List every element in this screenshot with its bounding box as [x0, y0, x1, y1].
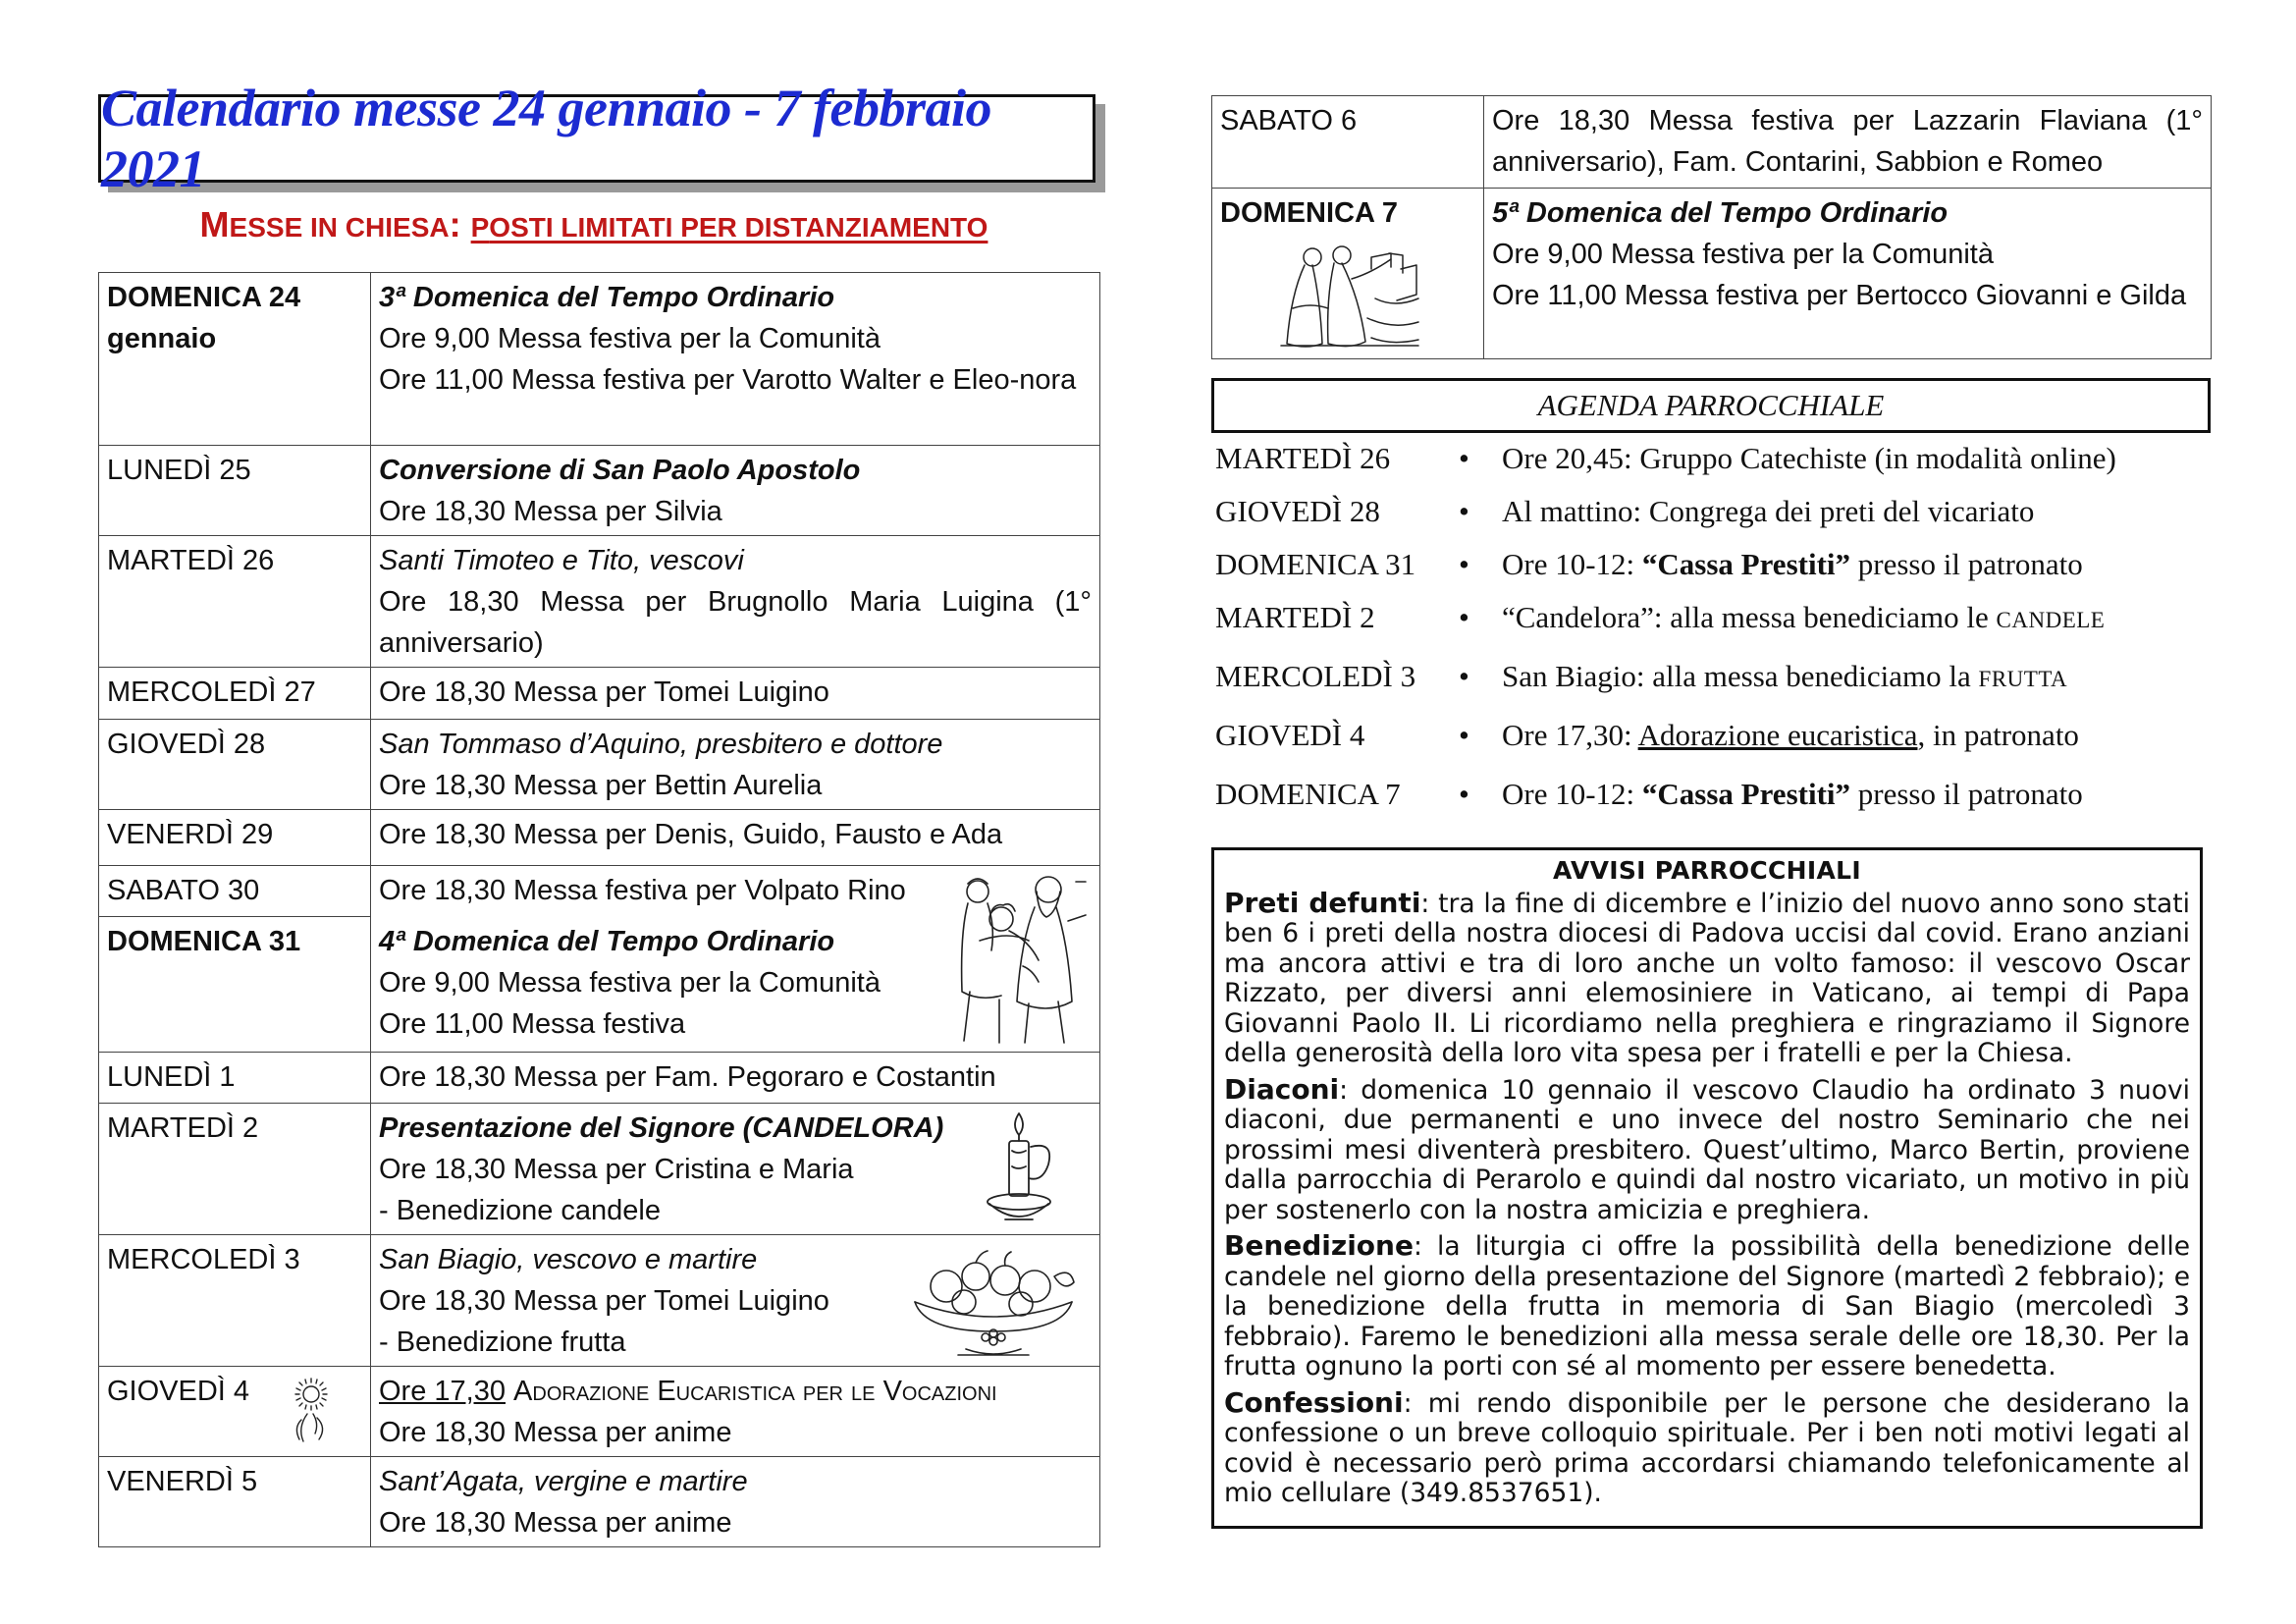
blessing-line: - Benedizione candele — [379, 1195, 661, 1226]
table-row — [99, 273, 1100, 446]
table-row — [99, 446, 1100, 536]
mass-line: Ore 18,30 Messa festiva per Lazzarin Flaviana (1° anniversario), Fam. Contarini, Sabbion e Romeo — [1492, 105, 2203, 178]
feast-title: 3ª Domenica del Tempo Ordinario — [379, 282, 835, 313]
fruit-bowl-icon — [907, 1247, 1080, 1359]
adoration-title: Adorazione Eucaristica per le Vocazioni — [513, 1376, 997, 1407]
feast-title: 4ª Domenica del Tempo Ordinario — [379, 925, 835, 957]
feast-title: San Biagio, vescovo e martire — [379, 1244, 758, 1275]
day-cell: DOMENICA 24 gennaio — [99, 273, 371, 446]
notice-paragraph: Preti defunti: tra la fine di dicembre e l’inizio del nuovo anno sono stati ben 6 i preti della nostra diocesi di Padova uccisi dal covid. Erano anziani ma ancora attivi e tra di loro anche un volto famoso: il vescovo Oscar Rizzato, per diversi anni elemosiniere in Vaticano, ai tempi di Papa Giovanni Paolo II. Li ricordiamo nella preghiera e ringraziamo il Signore della generosità della loro vita spesa per i fratelli e per la Chiesa. — [1224, 886, 2190, 1068]
detail-cell — [371, 668, 1100, 720]
mass-line: Ore 18,30 Messa per anime — [379, 1417, 732, 1448]
agenda-day: DOMENICA 31 — [1215, 547, 1416, 581]
day-cell: DOMENICA 31 — [99, 917, 371, 1053]
table-row — [99, 720, 1100, 810]
blessing-line: - Benedizione frutta — [379, 1326, 626, 1358]
table-row — [99, 1457, 1100, 1547]
bullet-icon: • — [1459, 659, 1469, 693]
feast-title: Santi Timoteo e Tito, vescovi — [379, 545, 744, 576]
table-row — [99, 536, 1100, 668]
mass-line: Ore 18,30 Messa per Silvia — [379, 496, 722, 527]
agenda-text: Ore 20,45: Gruppo Catechiste (in modalità online) — [1502, 441, 2116, 475]
agenda-day: MARTEDÌ 2 — [1215, 600, 1375, 634]
bullet-icon: • — [1459, 494, 1469, 528]
bullet-icon: • — [1459, 777, 1469, 811]
agenda-day: MARTEDÌ 26 — [1215, 441, 1391, 475]
parish-notices-box — [1211, 847, 2203, 1529]
agenda-text: Ore 10-12: “Cassa Prestiti” presso il patronato — [1502, 547, 2083, 581]
feast-title: 5ª Domenica del Tempo Ordinario — [1492, 197, 1949, 229]
mass-line: Ore 11,00 Messa festiva per Varotto Walter e Eleo-nora — [379, 364, 1077, 396]
agenda-day: GIOVEDÌ 4 — [1215, 718, 1365, 752]
mass-line: Ore 11,00 Messa festiva — [379, 1007, 686, 1040]
agenda-day: MERCOLEDÌ 3 — [1215, 659, 1416, 693]
mass-line: Ore 9,00 Messa festiva per la Comunità — [1492, 239, 1994, 270]
detail-cell — [1484, 189, 2212, 359]
table-row — [99, 1104, 1100, 1235]
mass-line: Ore 9,00 Messa festiva per la Comunità — [379, 966, 881, 999]
detail-cell — [371, 1457, 1100, 1547]
detail-cell — [371, 446, 1100, 536]
bullet-icon: • — [1459, 441, 1469, 475]
page-title: Calendario messe 24 gennaio - 7 febbraio 2021 — [101, 79, 991, 198]
day-cell: MERCOLEDÌ 3 — [99, 1235, 371, 1367]
agenda-title: AGENDA PARROCCHIALE — [1211, 378, 2211, 433]
notice-label: Benedizione — [1224, 1229, 1414, 1262]
agenda-day: GIOVEDÌ 28 — [1215, 494, 1380, 528]
agenda-item — [1215, 494, 2209, 537]
detail-cell — [371, 1367, 1100, 1457]
mass-line: Ore 18,30 Messa per Bettin Aurelia — [379, 770, 823, 801]
masses-subheading: MESSE IN CHIESA: POSTI LIMITATI PER DISTANZIAMENTO — [199, 204, 988, 244]
candle-icon — [980, 1108, 1062, 1229]
feast-title: Presentazione del Signore (CANDELORA) — [379, 1112, 944, 1144]
feast-title: Conversione di San Paolo Apostolo — [379, 455, 861, 486]
subheading-limited-seats: POSTI LIMITATI PER DISTANZIAMENTO — [470, 212, 988, 243]
detail-cell — [371, 1104, 1100, 1235]
mass-schedule-table-left — [98, 272, 1100, 1547]
disciples-illustration — [1273, 240, 1420, 353]
notice-label: Preti defunti — [1224, 886, 1421, 919]
title-box — [98, 79, 1095, 198]
bullet-icon: • — [1459, 547, 1469, 581]
mass-line: Ore 11,00 Messa festiva per Bertocco Giovanni e Gilda — [1492, 280, 2187, 311]
mass-line: Ore 18,30 Messa per Tomei Luigino — [379, 677, 829, 708]
table-row — [1212, 189, 2212, 359]
table-row — [99, 917, 1100, 1053]
notice-paragraph: Diaconi: domenica 10 gennaio il vescovo Claudio ha ordinato 3 nuovi diaconi, due permanenti e uno invece del nostro Seminario che nei prossimi mesi diventerà presbitero. Quest’ultimo, Marco Bertin, proviene dalla parrocchia di Perarolo e quindi dal nostro vicariato, un motivo in più per sostenerlo con la nostra amicizia e preghiera. — [1224, 1072, 2190, 1225]
mass-line: Ore 18,30 Messa per Cristina e Maria — [379, 1154, 854, 1185]
detail-cell — [371, 917, 1100, 1053]
agenda-text: San Biagio: alla messa benediciamo la FRUTTA — [1502, 659, 2068, 693]
day-cell: DOMENICA 7 — [1212, 189, 1484, 359]
notice-paragraph: Benedizione: la liturgia ci offre la possibilità della benedizione delle candele nel giorno della presentazione del Signore (martedì 2 febbraio); e la benedizione della frutta in memoria di San Biagio (mercoledì 3 febbraio). Faremo le benedizioni alla messa serale delle ore 18,30. Per la frutta ognuno la porti con sé al momento per essere benedetta. — [1224, 1229, 2190, 1381]
agenda-text: “Candelora”: alla messa benediciamo le CANDELE — [1502, 600, 2106, 634]
day-cell: MARTEDÌ 2 — [99, 1104, 371, 1235]
agenda-item — [1215, 659, 2209, 702]
monstrance-icon — [288, 1375, 335, 1445]
agenda-item — [1215, 441, 2209, 484]
bullet-icon: • — [1459, 600, 1469, 634]
agenda-item — [1215, 547, 2209, 590]
agenda-item — [1215, 600, 2209, 643]
detail-cell — [371, 536, 1100, 668]
detail-cell — [371, 720, 1100, 810]
day-cell: SABATO 6 — [1212, 96, 1484, 189]
table-row — [99, 810, 1100, 866]
mass-schedule-table-right — [1211, 95, 2212, 359]
table-row — [1212, 96, 2212, 189]
day-cell: SABATO 30 — [99, 866, 371, 917]
agenda-text: Ore 10-12: “Cassa Prestiti” presso il patronato — [1502, 777, 2083, 811]
day-cell: GIOVEDÌ 28 — [99, 720, 371, 810]
mass-line: Ore 18,30 Messa per Tomei Luigino — [379, 1285, 829, 1317]
notice-label: Confessioni — [1224, 1385, 1404, 1419]
notice-paragraph: Confessioni: mi rendo disponibile per le persone che desiderano la confessione o un breve colloquio spirituale. Per i ben noti motivi legati al covid è necessario però prima accordarsi chiamando telefonicamente al mio cellulare (349.8537651). — [1224, 1385, 2190, 1508]
mass-line: Ore 9,00 Messa festiva per la Comunità — [379, 323, 881, 354]
day-cell: LUNEDÌ 25 — [99, 446, 371, 536]
day-cell: VENERDÌ 29 — [99, 810, 371, 866]
mass-line: Ore 18,30 Messa per Denis, Guido, Fausto e Ada — [379, 819, 1003, 850]
agenda-day: DOMENICA 7 — [1215, 777, 1401, 811]
saints-group-illustration — [940, 862, 1088, 1047]
subheading-masses: MESSE IN CHIESA — [199, 204, 450, 244]
table-row — [99, 1367, 1100, 1457]
mass-line: Ore 18,30 Messa festiva per Volpato Rino — [379, 875, 906, 906]
table-row — [99, 1235, 1100, 1367]
day-cell: MARTEDÌ 26 — [99, 536, 371, 668]
agenda-text: Ore 17,30: Adorazione eucaristica, in patronato — [1502, 718, 2079, 752]
agenda-item — [1215, 718, 2209, 761]
detail-cell — [1484, 96, 2212, 189]
detail-cell — [371, 810, 1100, 866]
agenda-text: Al mattino: Congrega dei preti del vicariato — [1502, 494, 2035, 528]
mass-line: Ore 18,30 Messa per Fam. Pegoraro e Costantin — [379, 1061, 996, 1093]
adoration-line — [379, 1371, 1092, 1412]
detail-cell — [371, 273, 1100, 446]
table-row — [99, 668, 1100, 720]
feast-title: Sant’Agata, vergine e martire — [379, 1466, 748, 1497]
day-cell: VENERDÌ 5 — [99, 1457, 371, 1547]
day-cell: MERCOLEDÌ 27 — [99, 668, 371, 720]
detail-cell — [371, 1235, 1100, 1367]
bullet-icon: • — [1459, 718, 1469, 752]
notice-label: Diaconi — [1224, 1072, 1340, 1106]
table-row — [99, 1053, 1100, 1104]
adoration-time: Ore 17,30 — [379, 1376, 506, 1407]
day-cell: LUNEDÌ 1 — [99, 1053, 371, 1104]
feast-title: San Tommaso d’Aquino, presbitero e dottore — [379, 729, 943, 760]
mass-line: Ore 18,30 Messa per Brugnollo Maria Luigina (1° anniversario) — [379, 586, 1092, 659]
mass-line: Ore 18,30 Messa per anime — [379, 1507, 732, 1539]
notices-title: AVVISI PARROCCHIALI — [1553, 856, 1861, 885]
agenda-item — [1215, 777, 2209, 820]
detail-cell — [371, 1053, 1100, 1104]
day-cell: GIOVEDÌ 4 — [99, 1367, 371, 1457]
